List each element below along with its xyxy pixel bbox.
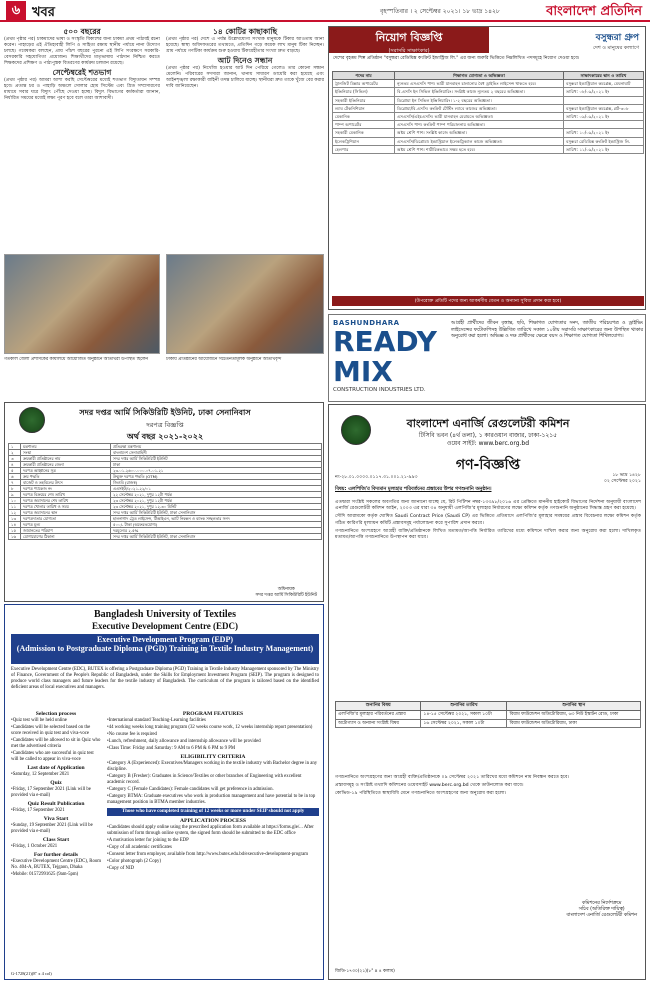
list-item: • Sunday, 19 September 2021 (Link will be provided via e-mail) (11, 823, 101, 835)
hearing-header: শুনানির বিষয় (336, 702, 421, 711)
list-item: • Friday, 1 October 2021 (11, 844, 101, 850)
list-item: • International standard Teaching-Learning facilities (107, 718, 319, 724)
tender-value: প্রতিরক্ষা মন্ত্রণালয় (111, 444, 322, 450)
list-item: • Mobile: 01572991625 (9am-5pm) (11, 872, 101, 878)
photo-caption-right: ঢাকায় প্রতিষ্ঠানের আয়োজনে সচেতনতামূলক অনুষ্ঠানে অতিথিবৃন্দ (166, 357, 282, 362)
job-subtitle: (সরাসরি সাক্ষাৎকার) (388, 48, 430, 54)
hearing-place: বিয়াম ফাউন্ডেশন অডিটোরিয়াম, ৬৩ নিউ ইস্কাটন রোড, ঢাকা (507, 710, 641, 719)
tender-field: দরপত্র জমাদানের শেষ তারিখ (21, 498, 111, 504)
tender-field: দরপত্র খোলার তারিখ ও সময় (21, 504, 111, 510)
list-item: • Saturday, 12 September 2021 (11, 772, 101, 778)
tender-field: জামানতের পরিমাণ (21, 528, 111, 534)
hearing-date: ১৪-১৫ সেপ্টেম্বর ২০২১, সকাল ১০টা (421, 710, 507, 719)
butex-section-title: Class Start (42, 837, 70, 843)
tender-serial: ১ (9, 444, 21, 450)
tender-serial: ১২ (9, 510, 21, 516)
news-photo-left (4, 254, 160, 354)
paragraph: এতদ্বারা সংশ্লিষ্ট সকলের অবগতির জন্য জানানো যাচ্ছে যে, রিট পিটিশন নম্বর-১৩৩৯৮/২০১৬ এর প্রেক্ষিতে মাননীয় হাইকোর্ট বিভাগের নির্দেশনা অনুযায়ী বাংলাদেশ এনার্জি রেগুলেটরী কমিশন আইন, ২০০৩ এর ধারা ৩৪ অনুযায়ী এলপিজি'র মূল্যহার নির্ধারণের লক্ষ্যে কমিশন কর্তৃক গণশুনানি অনুষ্ঠানের সিদ্ধান্ত গ্রহণ করা হয়েছে। (335, 500, 641, 512)
berc-signature: কমিশনের নির্দেশক্রমে সচিব (অতিরিক্ত দায়িত্ব) বাংলাদেশ এনার্জি রেগুলেটরী কমিশন (566, 901, 637, 918)
tender-value: সদর দপ্তর আর্মি সিকিউরিটি ইউনিট, ঢাকা সেনানিবাস (111, 534, 322, 540)
headline: ৫০০ বছরের (63, 27, 101, 36)
tender-year: অর্থ বছর ২০২১-২০২২ (126, 432, 204, 441)
date-english: ০২ সেপ্টেম্বর ২০২১ (604, 479, 641, 484)
page-number: ৬ (6, 1, 26, 20)
hearing-row (336, 710, 641, 719)
tender-value: সদর দপ্তর আর্মি সিকিউরিটি ইউনিট, ঢাকা সেনানিবাস (111, 510, 322, 516)
job-post: ইঞ্জিনিয়ার (সিভিল) (333, 88, 395, 96)
butex-right-column (107, 709, 319, 873)
tender-org: সদর দপ্তর আর্মি সিকিউরিটি ইউনিট, ঢাকা সেনানিবাস (79, 408, 251, 417)
headline: সেপ্টেম্বরেই শতভাগ (52, 68, 112, 77)
job-requirement: এসএসসি পাশ। কংক্রিট পাম্প পরিচালনায় অভিজ্ঞতা। (395, 121, 564, 129)
readymix-box (328, 314, 646, 402)
job-row (333, 80, 644, 88)
job-post: হেলপার (333, 145, 395, 153)
job-post: পাম্প অপারেটর (333, 121, 395, 129)
job-place: বসুন্ধরা রেডিমিক্স কংক্রিট ইন্ডাস্ট্রিজ লি. (564, 137, 644, 145)
readymix-logo (333, 319, 445, 399)
newspaper-logo: বাংলাদেশ প্রতিদিন (546, 4, 642, 19)
notice-body-2 (335, 775, 641, 800)
job-post: সহকারী ইঞ্জিনিয়ার (333, 96, 395, 104)
tender-value: উন্মুক্ত দরপত্র পদ্ধতি (OTM) (111, 474, 322, 480)
memo-date (604, 473, 641, 485)
tender-field: দরপত্র জমাদানের স্থান (21, 510, 111, 516)
job-row (333, 88, 644, 96)
butex-subtitle: Executive Development Centre (EDC) (91, 621, 239, 631)
tender-value: সদর দপ্তর আর্মি সিকিউরিটি ইউনিট (111, 456, 322, 462)
hearing-header: শুনানির তারিখ (421, 702, 507, 711)
berc-name: বাংলাদেশ এনার্জি রেগুলেটরী কমিশন (406, 417, 570, 430)
list-item: • 44 working weeks long training program (32 weeks course work, 12 weeks internship report presentation) (107, 725, 319, 731)
tender-serial: ১৩ (9, 516, 21, 522)
list-item: • No course fee is required (107, 732, 319, 738)
job-row (333, 137, 644, 145)
tender-title: দরপত্র বিজ্ঞপ্তি (146, 421, 184, 429)
tender-row (9, 534, 322, 540)
job-row (333, 113, 644, 121)
tender-value: ২২ সেপ্টেম্বর ২০২১, দুপুর ১২টা পর্যন্ত (111, 492, 322, 498)
hearing-subject: এলপিজি'র মূল্যহার পরিবর্তনের প্রস্তাব (336, 710, 421, 719)
tender-field: দরপত্র বিক্রয়ের শেষ তারিখ (21, 492, 111, 498)
tender-serial: ১১ (9, 504, 21, 510)
job-title-bar (329, 27, 489, 53)
eligibility-list (107, 761, 319, 806)
job-row (333, 121, 644, 129)
butex-section-list (11, 859, 101, 878)
berc-address: টিসিবি ভবন (৪র্থ তলা), ১ কারওয়ান বাজার, ঢাকা-১২১৫ (418, 432, 558, 439)
job-intro: দেশের বৃহত্তম শিল্প প্রতিষ্ঠান "বসুন্ধরা রেডিমিক্স কংক্রিট ইন্ডাস্ট্রিজ লি." এর জন্য জরুরি ভিত্তিতে নিম্নলিখিত পদসমূহে নিয়োগ দেওয়া হবে। (333, 56, 580, 61)
tender-serial: ১৫ (9, 528, 21, 534)
butex-section-title: Selection process (35, 711, 77, 717)
job-post: ট্রানজিট মিক্সার অপারেটর (333, 80, 395, 88)
job-place: বসুন্ধরা ইন্ডাস্ট্রিয়াল কমপ্লেক্স, মেঘনাঘাট (564, 80, 644, 88)
tender-value: হালনাগাদ ট্রেড লাইসেন্স, টিআইএন, ভ্যাট নিবন্ধন ও ব্যাংক সচ্ছলতার সনদ (111, 516, 322, 522)
headline: ১৪ কোটির কাছাকাছি (212, 27, 278, 36)
program-features-list (107, 718, 319, 752)
tender-serial: ২ (9, 450, 21, 456)
job-place: তারিখ: ০৮/০৯/২০২১ ইং (564, 88, 644, 96)
butex-section-title: For further details (33, 852, 79, 858)
tender-serial: ৪ (9, 462, 21, 468)
hearing-header: শুনানির স্থান (507, 702, 641, 711)
berc-notice (328, 404, 646, 980)
job-requirement: এসএসসি/ডিপ্লোমা। ইন্ডাস্ট্রিয়াল ইলেকট্রিক্যাল কাজে অভিজ্ঞতা। (395, 137, 564, 145)
butex-section-title: Quiz (50, 780, 62, 786)
list-item: • Candidates who are successful in quiz test will be called to appear in viva-voce (11, 751, 101, 763)
article-text: (প্রথম পৃষ্ঠার পর) চাকমাদের ভাষা ও সংস্কৃতি বিকাশের জন্য চাকমা প্রথম পাঠ্যবই রচনা করেন। পাহাড়ের এই ঐতিহ্যবাহী লিপি ও সাহিত্য রক্ষায় স্থানীয় পর্যায়ে নানা উদ্যোগ চলছে। গবেষকরা বলছেন, প্রায় পাঁচশ বছরের পুরনো এই লিপি সংরক্ষণে সরকারি-বেসরকারি সহযোগিতা প্রয়োজন। শিক্ষার্থীদের মাতৃভাষায় পাঠদান নিশ্চিত করতে শিক্ষকদের প্রশিক্ষণ ও পাঠ্যপুস্তক বিতরণের কার্যক্রম চলমান রয়েছে। (4, 37, 160, 66)
tender-value: দরমূল্যের ২.৫% (111, 528, 322, 534)
tender-value: ঢাকা (111, 462, 322, 468)
list-item: • Copy of NID (107, 866, 319, 872)
job-title: নিয়োগ বিজ্ঞপ্তি (375, 31, 443, 44)
tender-field: ক্রয়কারী প্রতিষ্ঠানের নাম (21, 456, 111, 462)
hearing-row (336, 719, 641, 728)
butex-section-title: Viva Start (43, 816, 69, 822)
list-item: • Category C (Female Candidates): Female candidates will get preference in admission. (107, 787, 319, 793)
tender-field: দরপত্র মূল্য (21, 522, 111, 528)
section-title: খবর (32, 5, 55, 20)
hearing-place: বিয়াম ফাউন্ডেশন অডিটোরিয়াম, ঢাকা (507, 719, 641, 728)
tender-header (5, 403, 324, 443)
job-post: ল্যাব টেকনিশিয়ান (333, 104, 395, 112)
list-item: • Copy of all academic certificates (107, 845, 319, 851)
list-item: • Candidates should apply online using the prescribed application form available at https://forms.gle/... After submission of form through online system, the signed form should be submitted to the EDC office (107, 825, 319, 837)
job-row (333, 129, 644, 137)
job-requirement: বি.এসসি ইন সিভিল ইঞ্জিনিয়ারিং। সংশ্লিষ্ট কাজে ন্যূনতম ২ বছরের অভিজ্ঞতা। (395, 88, 564, 96)
tender-field: দরপত্র আহ্বানের সূত্র (21, 468, 111, 474)
list-item: • Consent letter from employer, available from http://www.butex.edu.bd/executive-development-program (107, 852, 319, 858)
butex-section-title: Quiz Result Publication (27, 801, 85, 807)
list-item: • Lunch, refreshment, daily allowance and internship allowance will be provided (107, 739, 319, 745)
tender-signature: অধিনায়ক সদর দপ্তর আর্মি সিকিউরিটি ইউনিট (255, 587, 317, 598)
butex-section-list (11, 787, 101, 799)
hearing-table (335, 701, 641, 728)
tender-serial: ৩ (9, 456, 21, 462)
job-post: মেকানিক (333, 113, 395, 121)
berc-ref: জিডি-১৭৩০(২১)(৮" x ৪ কলাম) (335, 969, 395, 974)
job-place: তারিখ: ১০/০৯/২০২১ ইং (564, 129, 644, 137)
brand-sub: CONSTRUCTION INDUSTRIES LTD. (333, 387, 426, 393)
date-line: বৃহস্পতিবার । ২ সেপ্টেম্বর ২০২১। ১৮ ভাদ্র ১৪২৮ (380, 8, 500, 15)
list-item: • Color photograph (2 Copy) (107, 859, 319, 865)
list-item: • Category B (Fresher): Graduates in Science/Textiles or other branches of Engineering with excellent academic record. (107, 774, 319, 786)
list-item: • Executive Development Centre (EDC), Room No. 404-A, BUTEX, Tejgaon, Dhaka (11, 859, 101, 871)
butex-title: Bangladesh University of Textiles (94, 609, 236, 620)
job-row (333, 96, 644, 104)
list-item: • Quiz test will be held online (11, 718, 101, 724)
paragraph: কোভিড-১৯ পরিস্থিতিতে স্বাস্থ্যবিধি মেনে গণশুনানিতে অংশগ্রহণের জন্য অনুরোধ করা হলো। (335, 791, 507, 797)
paragraph: গণশুনানিতে অংশগ্রহণের জন্য আগ্রহী ব্যক্তি/প্রতিষ্ঠানকে ০৯ সেপ্টেম্বর ২০২১ তারিখের মধ্যে কমিশনে নাম নিবন্ধন করতে হবে। (335, 775, 570, 780)
brand-main: READY MIX (333, 325, 437, 388)
brand-top: BASHUNDHARA (333, 319, 400, 327)
job-place: তারিখ: ১১/০৯/২০২১ ইং (564, 145, 644, 153)
article-text: (প্রথম পৃষ্ঠার পর) দেশে এ পর্যন্ত উল্লেখযোগ্য সংখ্যক মানুষকে টিকার আওতায় আনা হয়েছে। স্বাস্থ্য অধিদফতরের তথ্যমতে, প্রতিদিন গড়ে কয়েক লাখ মানুষ টিকা নিচ্ছেন। গ্রাম পর্যায়ে গণটিকা কার্যক্রম শুরু হওয়ায় টিকাগ্রহীতার সংখ্যা দ্রুত বাড়ছে। (166, 37, 324, 54)
butex-about: Executive Development Centre (EDC), BUTEX is offering a Postgraduate Diploma (PGD) Training in Textile Industry Management sponsored by The Ministry of Finance, Government of the People's Republic of Bangladesh, under the Skills for Employment Investment Program (SEIP). The program is designed to produce world class managers and future leaders for the textile industry of Bangladesh. The curriculum of the program is tailored based on the identified deficient areas of local executives and managers. (11, 667, 319, 690)
group-tagline: দেশ ও মানুষের কল্যাণে (593, 45, 639, 51)
date-bangla: ১৮ ভাদ্র ১৪২৮ (612, 473, 641, 478)
tender-table (8, 443, 322, 540)
butex-program-band (11, 634, 319, 664)
notice-subject: বিষয়: এলপিজি'র বিদ্যমান মূল্যহার পরিবর্তনের প্রস্তাবের উপর গণশুনানি অনুষ্ঠান। (335, 487, 492, 492)
group-logo (593, 30, 639, 53)
army-tender-notice (4, 402, 324, 602)
group-name: বসুন্ধরা গ্রুপ (595, 33, 639, 43)
job-requirement: অষ্টম শ্রেণি পাশ। শারীরিকভাবে সক্ষম হতে হবে। (395, 145, 564, 153)
tender-value: ২৩ সেপ্টেম্বর ২০২১, দুপুর ১২টা পর্যন্ত (111, 498, 322, 504)
article-text: (প্রথম পৃষ্ঠার পর) নিখোঁজ হওয়ার আট দিন পেরিয়ে গেলেও তার কোনো সন্ধান মেলেনি। পরিবারের সদস্যরা জানান, থানায় সাধারণ ডায়েরি করা হয়েছে এবং আইনশৃঙ্খলা রক্ষাকারী বাহিনী তদন্ত চালিয়ে যাচ্ছে। স্থানীয়রা দ্রুত তাকে খুঁজে বের করার দাবি জানিয়েছেন। (166, 66, 324, 89)
job-row (333, 104, 644, 112)
butex-section-list (11, 823, 101, 835)
tender-value: বাংলাদেশ সেনাবাহিনী (111, 450, 322, 456)
list-item: • Friday, 17 September 2021 (11, 808, 101, 814)
job-requirement: ডিপ্লোমা ইন সিভিল ইঞ্জিনিয়ারিং। ১-২ বছরের অভিজ্ঞতা। (395, 96, 564, 104)
news-column-2 (166, 26, 324, 250)
tender-value: ২৩ সেপ্টেম্বর ২০২১, দুপুর ১২.৩০ মিনিট (111, 504, 322, 510)
notice-title: গণ-বিজ্ঞপ্তি (455, 457, 521, 473)
list-item: • Candidates will be selected based on the score received in quiz test and viva-voce (11, 725, 101, 737)
butex-section-list (11, 772, 101, 778)
berc-website: ওয়েব সাইট: www.berc.org.bd (446, 440, 530, 447)
list-item: • Category A (Experienced): Executives/Managers working in the textile industry with Bachelor degree in any discipline. (107, 761, 319, 773)
butex-advertisement (4, 604, 324, 980)
job-requirement: এসএসসি/এইচএসসি। ভারী যানবাহন মেরামতে অভিজ্ঞতা। (395, 113, 564, 121)
news-photo-right (166, 254, 324, 354)
article-text: (প্রথম পৃষ্ঠার পর) আমরা আশা করছি সেপ্টেম্বরের মধ্যেই শতভাগ বিদ্যুতায়ন সম্পন্ন হবে। প্রত্যন্ত চর ও পাহাড়ি অঞ্চলে সোলার হোম সিস্টেম এবং গ্রিড সম্প্রসারণের মাধ্যমে সবার ঘরে বিদ্যুৎ পৌঁছে দেওয়া হচ্ছে। বিদ্যুৎ বিভাগের কর্মকর্তারা জানান, নির্ধারিত সময়ের মধ্যেই লক্ষ্য পূরণ হবে বলে তারা আশাবাদী। (4, 78, 160, 101)
program-name: Executive Development Program (EDP) (96, 635, 234, 644)
program-detail: (Admission to Postgraduate Diploma (PGD) Training in Textile Industry Management) (16, 644, 314, 653)
tender-field: ক্রয় পদ্ধতি (21, 474, 111, 480)
readymix-instructions: আগ্রহী প্রার্থীদের জীবন বৃত্তান্ত, ছবি, শিক্ষাগত যোগ্যতার সনদ, জাতীয় পরিচয়পত্র ও ড্রাইভিং লাইসেন্সের ফটোকপিসহ উল্লিখিত তারিখে সকাল ১০টায় সরাসরি সাক্ষাৎকারের জন্য উপস্থিত থাকার অনুরোধ করা হলো। অভিজ্ঞ ও দক্ষ প্রার্থীদের ক্ষেত্রে বয়স ও শিক্ষাগত যোগ্যতা শিথিলযোগ্য। (451, 321, 643, 339)
job-table-header: পদের নাম (333, 72, 395, 80)
memo-line (335, 473, 641, 484)
butex-section-list (11, 718, 101, 763)
eligibility-title: ELIGIBILITY CRITERIA (180, 754, 246, 760)
paragraph: প্রস্তাবসমূহ ও সংশ্লিষ্ট তথ্যাদি কমিশনের ওয়েবসাইট www.berc.org.bd থেকে ডাউনলোড করা যাবে। (335, 783, 524, 789)
job-table-header: শিক্ষাগত যোগ্যতা ও অভিজ্ঞতা (395, 72, 564, 80)
tender-field: সংস্থা (21, 450, 111, 456)
seip-note: Those who have completed training of 12 weeks or more under SEIP should not apply (107, 808, 319, 816)
list-item: • Category BTMA: Graduate executives who work in production management and have potential to be in top management position in BTMA member industries. (107, 794, 319, 806)
paragraph: গণশুনানিতে অংশগ্রহণে আগ্রহী ব্যক্তি/প্রতিষ্ঠানকে লিখিত মতামত/আপত্তি নির্ধারিত তারিখের মধ্যে কমিশনে দাখিল করার জন্য অনুরোধ করা হলো। দাখিলকৃত মতামত/আপত্তি গণশুনানিতে উপস্থাপন করা যাবে। (335, 528, 641, 541)
job-requirement: অষ্টম শ্রেণি পাশ। সংশ্লিষ্ট কাজে অভিজ্ঞতা। (395, 129, 564, 137)
butex-left-column (11, 709, 101, 879)
tender-serial: ৮ (9, 486, 21, 492)
tender-field: ক্রয়কারী প্রতিষ্ঠানের জেলা (21, 462, 111, 468)
butex-section-list (11, 808, 101, 814)
tender-value: জিওবি (রাজস্ব) (111, 480, 322, 486)
hearing-subject: অটোগ্যাস ও অন্যান্য সংশ্লিষ্ট বিষয় (336, 719, 421, 728)
job-footer: (উপরোক্ত প্রতিটি পদের জন্য আকর্ষণীয় বেতন ও অন্যান্য সুবিধা প্রদান করা হবে) (332, 296, 644, 306)
list-item: • A motivation letter for joining to the EDP (107, 838, 319, 844)
tender-field: মন্ত্রণালয় (21, 444, 111, 450)
job-place: বসুন্ধরা ইন্ডাস্ট্রিয়াল কমপ্লেক্স, প্লট-৩০৮ (564, 104, 644, 112)
job-place (564, 96, 644, 104)
notice-body (335, 500, 641, 543)
job-table (332, 71, 644, 154)
tender-serial: ৬ (9, 474, 21, 480)
tender-field: দরপত্র প্যাকেজ নং (21, 486, 111, 492)
tender-field: বাজেট ও তহবিলের উৎস (21, 480, 111, 486)
tender-field: দরপত্রদাতার যোগ্যতা (21, 516, 111, 522)
program-features-title: PROGRAM FEATURES (182, 711, 244, 717)
tender-value: এএসইউ/২০২১-২২/০১ (111, 486, 322, 492)
job-table-header: সাক্ষাৎকারের স্থান ও তারিখ (564, 72, 644, 80)
list-item: • Candidates will be allowed to sit in Quiz who met the advertised criteria (11, 738, 101, 750)
page-header (0, 0, 650, 22)
photo-caption-left: গতকাল জেলা প্রশাসকের কার্যালয়ে আয়োজিত অনুষ্ঠানে অতিথিরা উপস্থিত ছিলেন (4, 357, 149, 362)
job-requirement: ডিপ্লোমা/বি.এসসি। কংক্রিট টেস্টিং ল্যাবে কাজের অভিজ্ঞতা। (395, 104, 564, 112)
paragraph: সৌদি আরামকো কর্তৃক ঘোষিত Saudi Contract Price (Saudi CP) এর ভিত্তিতে প্রতিমাসে এলপিজি'র মূল্যহার সমন্বয়ের প্রস্তাব বিবেচনার লক্ষ্যে কমিশন কর্তৃক গঠিত কারিগরি মূল্যায়ন কমিটি প্রস্তাবসমূহ পর্যালোচনা করে সুপারিশ প্রদান করবে। (335, 514, 641, 526)
tender-value: ৫০০/- টাকা (অফেরতযোগ্য) (111, 522, 322, 528)
application-title: APPLICATION PROCESS (180, 818, 246, 824)
application-list (107, 825, 319, 872)
tender-serial: ১৪ (9, 522, 21, 528)
tender-field: যোগাযোগের ঠিকানা (21, 534, 111, 540)
list-item: • Friday, 17 September 2021 (Link will be provided via e-mail) (11, 787, 101, 799)
job-place: তারিখ: ০৯/০৯/২০২১ ইং (564, 113, 644, 121)
news-column-1 (4, 26, 160, 250)
job-place (564, 121, 644, 129)
butex-section-list (11, 844, 101, 850)
job-advertisement (328, 26, 646, 310)
memo-number: নং-২৮.০১.০০০০.০১১৭.৩১.০০১.২১-৯৯৩ (335, 475, 418, 480)
job-post: ইলেকট্রিশিয়ান (333, 137, 395, 145)
job-requirement: ন্যূনতম এসএসসি পাশ। ভারী যানবাহন চালানোর বৈধ ড্রাইভিং লাইসেন্স থাকতে হবে। (395, 80, 564, 88)
tender-serial: ৭ (9, 480, 21, 486)
tender-serial: ১০ (9, 498, 21, 504)
hearing-date: ১৬ সেপ্টেম্বর ২০২১, সকাল ১০টা (421, 719, 507, 728)
headline: আট দিনেও সন্ধান (217, 56, 273, 65)
tender-serial: ৫ (9, 468, 21, 474)
job-post: সহকারী মেকানিক (333, 129, 395, 137)
job-row (333, 145, 644, 153)
tender-serial: ১৬ (9, 534, 21, 540)
list-item: • Class Time: Friday and Saturday: 9 AM to 6 PM & 6 PM to 9 PM (107, 746, 319, 752)
butex-section-title: Last date of Application (27, 765, 85, 771)
tender-value: ২৩.০১.২৬০০.০০০.০৭.০১.২১ (111, 468, 322, 474)
tender-serial: ৯ (9, 492, 21, 498)
ad-code: G-1728(21)(8" x 4 col) (11, 971, 52, 976)
